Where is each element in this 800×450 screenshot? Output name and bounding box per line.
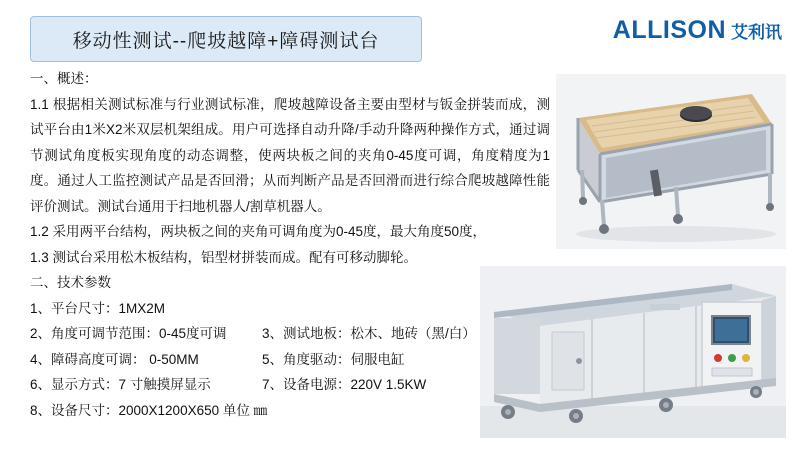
param-row: [30, 372, 550, 398]
page-title: 移动性测试--爬坡越障+障碍测试台: [72, 30, 380, 52]
param-left: 1、平台尺寸：1MX2M: [30, 300, 166, 316]
brand-name-en: ALLISON: [612, 16, 726, 44]
overview-heading: 一、概述：: [30, 71, 98, 86]
paragraph-1-1: 1.1 根据相关测试标准与行业测试标准，爬坡越障设备主要由型材与钣金拼装而成，测试平台由1米X2米双层机架组成。用户可选择自动升降/手动升降两种操作方式，通过调节测试角度板实现角度的动态调整，使两块板之间的夹角0-45度可调，角度精度为1度。通过人工监控测试产品是否回滑；从而判断产品是否回滑而进行综合爬坡越障性能评价测试。测试台通用于扫地机器人/割草机器人。: [30, 96, 550, 214]
params-heading: 二、技术参数: [30, 275, 111, 290]
param-right: 7、设备电源：220V 1.5KW: [262, 377, 427, 392]
param-left: 6、显示方式：7 寸触摸屏显示: [30, 377, 211, 392]
paragraph-1-2: 1.2 采用两平台结构，两块板之间的夹角可调角度为0-45度，最大角度50度，: [30, 224, 487, 239]
param-left: 2、角度可调节范围：0-45度可调: [30, 326, 227, 341]
page-title-box: [30, 16, 422, 62]
brand-name-cn: 艾利讯: [731, 23, 782, 42]
param-row: [30, 296, 550, 322]
param-right: 3、测试地板：松木、地砖（黑/白）: [262, 326, 476, 341]
param-right: 5、角度驱动：伺服电缸: [262, 351, 405, 367]
paragraph-1-3: 1.3 测试台采用松木板结构，铝型材拼装而成。配有可移动脚轮。: [30, 249, 418, 265]
param-left: 8、设备尺寸：2000X1200X650 单位 ㎜: [30, 402, 268, 418]
product-photo-machine: [480, 266, 786, 438]
product-photo-ramp: [556, 74, 786, 249]
param-row: [30, 347, 550, 373]
param-row: [30, 398, 550, 424]
param-row: [30, 321, 550, 347]
document-content: [30, 66, 550, 423]
param-left: 4、障碍高度可调： 0-50MM: [30, 351, 199, 367]
brand-logo: [613, 16, 782, 45]
